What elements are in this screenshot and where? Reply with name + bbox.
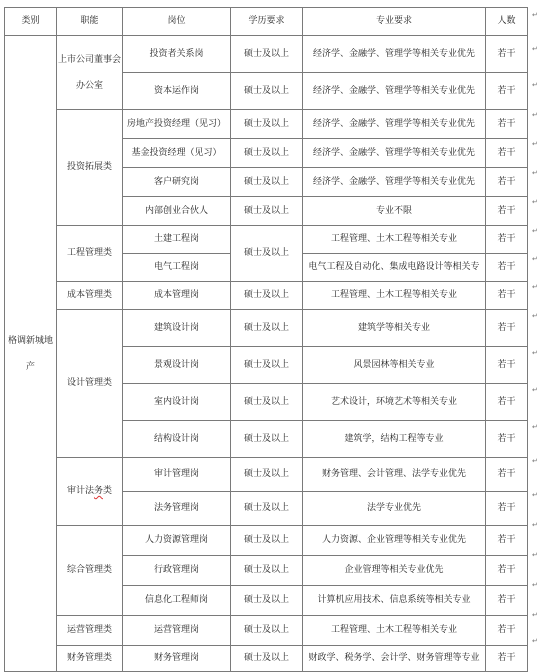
table-row: [5, 310, 528, 347]
header-row: [5, 8, 528, 36]
position-cell: 运营管理岗: [123, 616, 231, 646]
row-end-mark: ↵: [532, 283, 538, 291]
table-row: [5, 110, 528, 139]
major-cell: 风景园林等相关专业: [303, 347, 486, 384]
position-cell: 电气工程岗: [123, 254, 231, 282]
education-cell: 硕士及以上: [231, 310, 303, 347]
count-cell: 若干: [486, 110, 528, 139]
major-cell: 工程管理、土木工程等相关专业: [303, 282, 486, 310]
position-cell: 审计管理岗: [123, 458, 231, 492]
row-end-mark: ↵: [532, 551, 538, 559]
position-cell: 结构设计岗: [123, 421, 231, 458]
education-cell: 硕士及以上: [231, 36, 303, 73]
major-cell: 人力资源、企业管理等相关专业优先: [303, 526, 486, 556]
table-row: [5, 36, 528, 73]
header-category: 类别: [5, 8, 57, 36]
header-major: 专业要求: [303, 8, 486, 36]
table-row: [5, 458, 528, 492]
count-cell: 若干: [486, 168, 528, 197]
position-cell: 景观设计岗: [123, 347, 231, 384]
position-cell: 土建工程岗: [123, 226, 231, 254]
row-end-mark: ↵: [532, 581, 538, 589]
major-cell: 建筑学，结构工程等专业: [303, 421, 486, 458]
major-cell: 经济学、金融学、管理学等相关专业优先: [303, 168, 486, 197]
count-cell: 若干: [486, 616, 528, 646]
position-cell: 客户研究岗: [123, 168, 231, 197]
major-cell: 计算机应用技术、信息系统等相关专业: [303, 586, 486, 616]
major-cell: 经济学、金融学、管理学等相关专业优先: [303, 36, 486, 73]
row-end-mark: ↵: [532, 227, 538, 235]
education-cell: 硕士及以上: [231, 526, 303, 556]
function-cost: 成本管理类: [57, 282, 123, 310]
count-cell: 若干: [486, 282, 528, 310]
count-cell: 若干: [486, 73, 528, 110]
major-cell: 电气工程及自动化、集成电路设计等相关专: [303, 254, 486, 282]
education-cell: 硕士及以上: [231, 282, 303, 310]
row-end-mark: ↵: [532, 11, 538, 19]
row-end-mark: ↵: [532, 45, 538, 53]
function-finance: 财务管理类: [57, 646, 123, 672]
position-cell: 行政管理岗: [123, 556, 231, 586]
education-cell: 硕士及以上: [231, 646, 303, 672]
position-cell: 内部创业合伙人: [123, 197, 231, 226]
position-cell: 法务管理岗: [123, 492, 231, 526]
education-cell: 硕士及以上: [231, 73, 303, 110]
category-cell: 格调新城地产: [5, 36, 57, 672]
education-cell: 硕士及以上: [231, 384, 303, 421]
recruitment-table: [4, 7, 528, 672]
position-cell: 室内设计岗: [123, 384, 231, 421]
count-cell: 若干: [486, 526, 528, 556]
education-cell: 硕士及以上: [231, 492, 303, 526]
count-cell: 若干: [486, 226, 528, 254]
education-cell: 硕士及以上: [231, 421, 303, 458]
row-end-marks: [530, 0, 539, 660]
count-cell: 若干: [486, 347, 528, 384]
position-cell: 财务管理岗: [123, 646, 231, 672]
header-education: 学历要求: [231, 8, 303, 36]
table-row: [5, 282, 528, 310]
major-cell: 建筑学等相关专业: [303, 310, 486, 347]
major-cell: 法学专业优先: [303, 492, 486, 526]
education-cell: 硕士及以上: [231, 197, 303, 226]
education-cell: 硕士及以上: [231, 616, 303, 646]
count-cell: 若干: [486, 197, 528, 226]
row-end-mark: ↵: [532, 198, 538, 206]
function-board-office: 上市公司董事会办公室: [57, 36, 123, 110]
position-cell: 建筑设计岗: [123, 310, 231, 347]
education-cell: 硕士及以上: [231, 226, 303, 282]
count-cell: 若干: [486, 310, 528, 347]
function-general: 综合管理类: [57, 526, 123, 616]
position-cell: 信息化工程师岗: [123, 586, 231, 616]
header-function: 职能: [57, 8, 123, 36]
education-cell: 硕士及以上: [231, 586, 303, 616]
education-cell: 硕士及以上: [231, 168, 303, 197]
table-row: [5, 646, 528, 672]
count-cell: 若干: [486, 421, 528, 458]
row-end-mark: ↵: [532, 255, 538, 263]
row-end-mark: ↵: [532, 457, 538, 465]
header-position: 岗位: [123, 8, 231, 36]
function-engineering: 工程管理类: [57, 226, 123, 282]
major-cell: 经济学、金融学、管理学等相关专业优先: [303, 73, 486, 110]
education-cell: 硕士及以上: [231, 139, 303, 168]
major-cell: 工程管理、土木工程等相关专业: [303, 616, 486, 646]
table-row: [5, 226, 528, 254]
count-cell: 若干: [486, 556, 528, 586]
function-audit-legal: [57, 458, 123, 526]
position-cell: 房地产投资经理（见习）: [123, 110, 231, 139]
position-cell: 投资者关系岗: [123, 36, 231, 73]
education-cell: 硕士及以上: [231, 347, 303, 384]
position-cell: 成本管理岗: [123, 282, 231, 310]
count-cell: 若干: [486, 646, 528, 672]
major-cell: 工程管理、土木工程等相关专业: [303, 226, 486, 254]
function-audit-legal-suffix: 类: [103, 486, 113, 496]
row-end-mark: ↵: [532, 140, 538, 148]
count-cell: 若干: [486, 139, 528, 168]
row-end-mark: ↵: [532, 111, 538, 119]
function-design: 设计管理类: [57, 310, 123, 458]
row-end-mark: ↵: [532, 312, 538, 320]
function-audit-legal-mid: 务: [93, 486, 103, 496]
position-cell: 人力资源管理岗: [123, 526, 231, 556]
education-cell: 硕士及以上: [231, 556, 303, 586]
function-operations: 运营管理类: [57, 616, 123, 646]
major-cell: 专业不限: [303, 197, 486, 226]
row-end-mark: ↵: [532, 637, 538, 645]
count-cell: 若干: [486, 254, 528, 282]
major-cell: 企业管理等相关专业优先: [303, 556, 486, 586]
row-end-mark: ↵: [532, 81, 538, 89]
row-end-mark: ↵: [532, 423, 538, 431]
major-cell: 经济学、金融学、管理学等相关专业优先: [303, 110, 486, 139]
function-investment: 投资拓展类: [57, 110, 123, 226]
table-row: [5, 526, 528, 556]
count-cell: 若干: [486, 492, 528, 526]
position-cell: 资本运作岗: [123, 73, 231, 110]
major-cell: 财政学、税务学、会计学、财务管理等专业: [303, 646, 486, 672]
major-cell: 经济学、金融学、管理学等相关专业优先: [303, 139, 486, 168]
function-audit-legal-prefix: 审计法: [66, 486, 94, 496]
major-cell: 财务管理、会计管理、法学专业优先: [303, 458, 486, 492]
header-count: 人数: [486, 8, 528, 36]
row-end-mark: ↵: [532, 521, 538, 529]
table-row: [5, 616, 528, 646]
major-cell: 艺术设计，环境艺术等相关专业: [303, 384, 486, 421]
row-end-mark: ↵: [532, 386, 538, 394]
count-cell: 若干: [486, 458, 528, 492]
count-cell: 若干: [486, 384, 528, 421]
row-end-mark: ↵: [532, 349, 538, 357]
row-end-mark: ↵: [532, 491, 538, 499]
count-cell: 若干: [486, 36, 528, 73]
count-cell: 若干: [486, 586, 528, 616]
education-cell: 硕士及以上: [231, 110, 303, 139]
education-cell: 硕士及以上: [231, 458, 303, 492]
row-end-mark: ↵: [532, 169, 538, 177]
position-cell: 基金投资经理（见习）: [123, 139, 231, 168]
row-end-mark: ↵: [532, 611, 538, 619]
